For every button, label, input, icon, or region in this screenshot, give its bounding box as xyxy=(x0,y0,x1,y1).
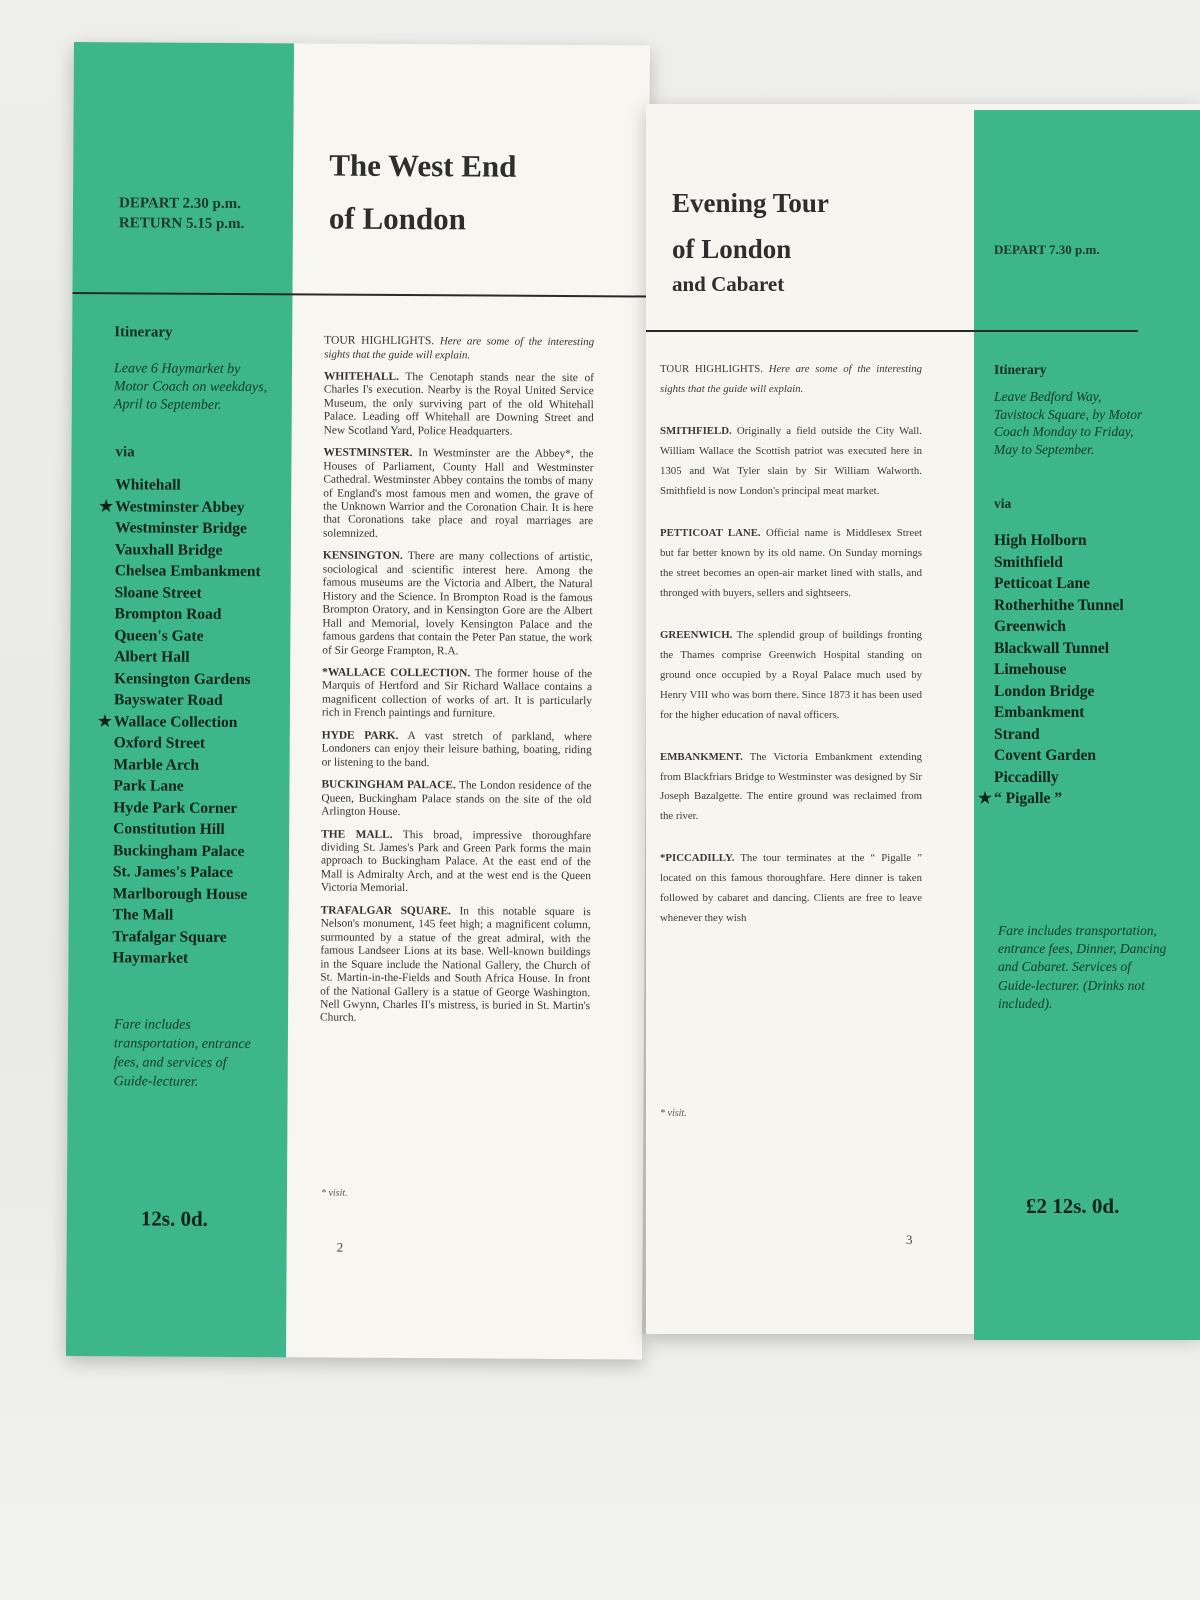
section-text: The London residence of the Queen, Buckingham Palace stands on the site of the old Arlington House. xyxy=(321,779,592,819)
stop-name: Sloane Street xyxy=(114,583,202,602)
itinerary-stop xyxy=(994,573,1124,595)
title-line: Evening Tour xyxy=(672,188,829,218)
stop-name: Westminster Abbey xyxy=(115,497,245,516)
stop-name: Bayswater Road xyxy=(113,691,223,709)
section-heading: KENSINGTON. xyxy=(322,549,403,563)
stop-name: Marble Arch xyxy=(113,755,200,774)
highlights-sub: Here are some of the interesting sights that the guide will explain. xyxy=(660,363,922,395)
stop-name: Vauxhall Bridge xyxy=(114,540,223,559)
section-text: The former house of the Marquis of Hertford and Sir Richard Wallace contains a magnificent collection of works of art. It is particularly rich in French paintings and furniture. xyxy=(321,667,593,720)
stop-name: Blackwall Tunnel xyxy=(994,639,1110,657)
itinerary-stop xyxy=(114,754,260,776)
star-icon: ★ xyxy=(97,712,112,730)
itinerary-stop xyxy=(994,616,1124,638)
highlight-section xyxy=(322,729,592,771)
stop-name: Smithfield xyxy=(994,553,1063,571)
itinerary-stop xyxy=(994,724,1124,746)
stop-name: Petticoat Lane xyxy=(994,575,1090,592)
itinerary-stop xyxy=(994,595,1124,617)
itinerary-stop xyxy=(113,883,259,905)
highlights-intro xyxy=(660,360,922,400)
stop-name: Rotherhithe Tunnel xyxy=(994,596,1124,614)
section-text: Official name is Middlesex Street but far better known by its old name. On Sunday mornings the street becomes an open-air market lined with stalls, and thronged with buyers, sellers and sightseers. xyxy=(660,526,922,599)
stop-name: Albert Hall xyxy=(114,648,190,666)
depart-time: DEPART 7.30 p.m. xyxy=(994,242,1100,257)
itinerary-stop xyxy=(994,745,1124,767)
highlight-section xyxy=(324,370,594,439)
itinerary-stop xyxy=(994,659,1124,681)
price: 12s. 0d. xyxy=(140,1206,208,1231)
itinerary-stop xyxy=(978,788,1124,810)
itinerary-stop xyxy=(994,552,1124,574)
page-number: 3 xyxy=(906,1232,913,1247)
section-heading: HYDE PARK. xyxy=(321,729,399,742)
itinerary-heading: Itinerary xyxy=(994,362,1047,377)
itinerary-stop xyxy=(994,681,1124,703)
right-sections xyxy=(660,422,922,929)
visit-note: * visit. xyxy=(660,1108,687,1119)
highlights-column xyxy=(660,360,922,951)
section-text: The Victoria Embankment extending from Blackfriars Bridge to Westminster was designed by Sir Joseph Bazalgette. The entire ground was reclaimed from the river. xyxy=(660,750,923,823)
stop-name: Buckingham Palace xyxy=(113,841,245,860)
section-text: In this notable square is Nelson's monument, 145 feet high; a magnificent column, surmounted by a statue of the great admiral, with the famous Landseer Lions at its base. Well-known buildings in the Square include the National Gallery, the Church of St. Martin-in-the-Fields and South Africa House. In front of the National Gallery is a statue of George Washington. Nell Gwynn, Charles II's mistress, is buried in St. Martin's Church. xyxy=(320,905,591,1025)
page-title xyxy=(672,188,829,296)
highlight-section xyxy=(660,849,922,929)
itinerary-stop xyxy=(994,530,1124,552)
highlight-section xyxy=(323,447,594,543)
itinerary-stop xyxy=(114,732,260,754)
section-heading: GREENWICH. xyxy=(660,628,733,641)
section-heading: THE MALL. xyxy=(321,828,393,841)
itinerary-text: Leave Bedford Way, Tavistock Square, by Motor Coach Monday to Friday, May to September. xyxy=(994,389,1143,457)
stop-name: Marlborough House xyxy=(112,884,248,903)
price: £2 12s. 0d. xyxy=(1026,1194,1120,1218)
stop-name: Limehouse xyxy=(994,661,1067,678)
stop-name: Haymarket xyxy=(112,949,189,967)
stop-name: Chelsea Embankment xyxy=(114,562,261,581)
section-text: A vast stretch of parkland, where Londoners can enjoy their leisure bathing, boating, riding or listening to the band. xyxy=(321,729,592,769)
itinerary-text: Leave 6 Haymarket by Motor Coach on weekdays, April to September. xyxy=(113,361,268,414)
via-label: via xyxy=(115,444,135,461)
itinerary-stop xyxy=(115,560,261,582)
stop-name: Westminster Bridge xyxy=(114,519,247,538)
itinerary-stop xyxy=(113,904,259,926)
itinerary-stop xyxy=(112,947,258,969)
itinerary-stop xyxy=(113,818,259,840)
stop-name: Greenwich xyxy=(994,618,1067,635)
highlights-column xyxy=(320,334,594,1037)
stop-name: Whitehall xyxy=(115,476,181,494)
section-text: The Cenotaph stands near the site of Charles I's execution. Nearby is the Royal United Service Museum, the only surviving part of the old Whitehall Palace. Leading off Whitehall are Downing Street and New Scotland Yard, Police Headquarters. xyxy=(323,370,594,438)
stop-name: Trafalgar Square xyxy=(112,927,227,946)
highlight-section xyxy=(321,828,591,897)
itinerary-stop xyxy=(115,517,261,539)
itinerary-stop xyxy=(113,797,259,819)
itinerary-stop xyxy=(994,767,1124,789)
stop-name: Wallace Collection xyxy=(113,712,238,731)
page-left xyxy=(66,42,650,1359)
section-text: There are many collections of artistic, sociological and scientific interest here. Among the famous museums are the Victoria and Albert, the Natural History and the Science. In Brompton Road is the famous Brompton Oratory, and in Kensington Gore are the Albert Hall and Memorial, lovely Kensington Palace and the famous gardens that contain the Peter Pan statue, the work of Sir George Frampton, R.A. xyxy=(322,550,593,657)
page-title xyxy=(329,148,517,238)
section-text: The tour terminates at the “ Pigalle ” located on this famous thoroughfare. Here dinner is taken followed by cabaret and dancing. Clients are free to leave whenever they wish xyxy=(660,852,922,925)
itinerary-stop xyxy=(114,603,260,625)
star-icon: ★ xyxy=(978,790,992,807)
itinerary-stop xyxy=(115,539,261,561)
section-heading: *PICCADILLY. xyxy=(660,852,735,865)
itinerary-stop xyxy=(114,625,260,647)
stop-name: “ Pigalle ” xyxy=(994,790,1063,807)
section-text: This broad, impressive thoroughfare dividing St. James's Park and Green Park forms the main approach to Buckingham Palace. At the east end of the Mall is Admiralty Arch, and at the west end is the Queen Victoria Memorial. xyxy=(320,828,592,895)
header-rule xyxy=(646,330,1138,332)
highlights-sub: Here are some of the interesting sights that the guide will explain. xyxy=(324,335,595,362)
section-text: Originally a field outside the City Wall. William Wallace the Scottish patriot was executed here in 1305 and Wat Tyler slain by Sir William Walworth. Smithfield is now London's principal meat market. xyxy=(660,424,922,497)
itinerary-stop xyxy=(99,496,261,518)
fare-note: Fare includes transportation, entrance fees, and services of Guide-lecturer. xyxy=(113,1017,251,1090)
highlight-section xyxy=(322,550,593,659)
stop-name: Piccadilly xyxy=(994,768,1059,786)
stop-name: Oxford Street xyxy=(113,734,206,752)
itinerary-stop xyxy=(113,840,259,862)
highlight-section xyxy=(660,626,922,726)
highlight-section xyxy=(660,524,922,604)
section-text: In Westminster are the Abbey*, the Houses of Parliament, County Hall and Westminster Cathedral. Westminster Abbey contains the tombs of many of England's most famous men and women, the grave of the Unknown Warrior and the Coronation Chair. It is here that Coronations take place and royal marriages are solemnized. xyxy=(322,447,594,540)
itinerary-stop xyxy=(114,689,260,711)
section-heading: WESTMINSTER. xyxy=(323,446,413,460)
section-heading: EMBANKMENT. xyxy=(660,750,743,763)
stop-name: Queen's Gate xyxy=(114,626,204,645)
stop-name: Kensington Gardens xyxy=(114,669,251,688)
highlights-lead: TOUR HIGHLIGHTS. xyxy=(660,363,763,375)
itinerary-stop xyxy=(97,711,260,733)
itinerary-stop xyxy=(115,474,261,496)
itinerary-stop xyxy=(113,861,259,883)
star-icon: ★ xyxy=(99,497,114,515)
itinerary-stop xyxy=(115,582,261,604)
itinerary-stop xyxy=(113,775,259,797)
return-time: RETURN 5.15 p.m. xyxy=(118,214,245,232)
left-sections xyxy=(320,370,594,1027)
section-heading: PETTICOAT LANE. xyxy=(660,526,761,539)
stop-name: The Mall xyxy=(112,906,174,924)
departure-times xyxy=(119,194,245,234)
fare-note: Fare includes transportation, entrance fees, Dinner, Dancing and Cabaret. Services of Guide-lecturer. (Drinks not included). xyxy=(998,923,1167,1011)
highlight-section xyxy=(660,748,922,828)
depart-time: DEPART 2.30 p.m. xyxy=(118,195,241,213)
via-label: via xyxy=(994,496,1012,511)
stop-name: Covent Garden xyxy=(994,747,1097,764)
section-text: The splendid group of buildings fronting the Thames comprise Greenwich Hospital standing on ground once occupied by a Royal Palace much used by Henry VIII who was born there. Since 1873 it has been used for the higher education of naval officers. xyxy=(660,628,922,721)
highlight-section xyxy=(322,667,592,722)
title-line: and Cabaret xyxy=(672,271,785,296)
section-heading: SMITHFIELD. xyxy=(660,424,732,437)
highlight-section xyxy=(660,422,922,502)
highlight-section xyxy=(320,904,591,1027)
visit-note: * visit. xyxy=(320,1187,348,1199)
stop-name: Hyde Park Corner xyxy=(113,798,238,817)
section-heading: WHITEHALL. xyxy=(323,370,400,383)
stop-name: Strand xyxy=(994,725,1040,743)
stop-name: London Bridge xyxy=(994,682,1095,700)
section-heading: *WALLACE COLLECTION. xyxy=(322,666,471,680)
title-line: of London xyxy=(672,233,792,264)
itinerary-stop xyxy=(112,926,258,948)
highlights-lead: TOUR HIGHLIGHTS. xyxy=(324,333,435,348)
stop-name: Brompton Road xyxy=(114,605,222,623)
stop-name: Park Lane xyxy=(113,777,184,795)
section-heading: TRAFALGAR SQUARE. xyxy=(320,904,451,918)
left-stop-list xyxy=(97,474,261,969)
highlights-intro xyxy=(324,334,594,364)
itinerary-stop xyxy=(994,702,1124,724)
itinerary-stop xyxy=(114,668,260,690)
title-line: The West End xyxy=(329,147,517,184)
page-right xyxy=(646,104,1200,1334)
itinerary-heading: Itinerary xyxy=(114,324,173,341)
page-number: 2 xyxy=(336,1239,344,1255)
itinerary-stop xyxy=(994,638,1124,660)
right-stop-list xyxy=(978,530,1124,810)
highlight-section xyxy=(321,779,591,821)
itinerary-stop xyxy=(114,646,260,668)
title-line: of London xyxy=(328,200,467,236)
stop-name: Constitution Hill xyxy=(113,820,225,838)
stop-name: High Holborn xyxy=(994,532,1087,549)
section-heading: BUCKINGHAM PALACE. xyxy=(321,778,456,792)
stop-name: St. James's Palace xyxy=(112,863,234,881)
stop-name: Embankment xyxy=(994,704,1085,721)
